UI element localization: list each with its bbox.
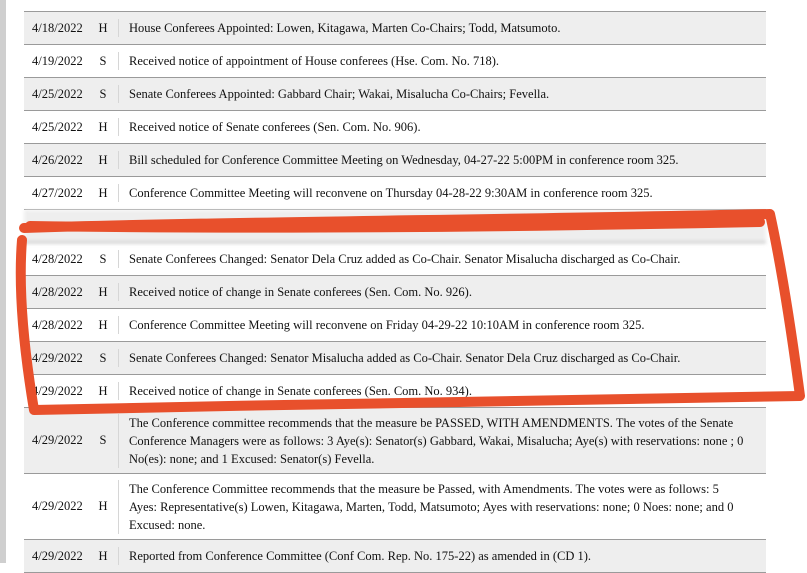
- table-row: [24, 309, 766, 342]
- row-chamber: H: [98, 383, 108, 398]
- row-status: Reported from Conference Committee (Conf Com. Rep. No. 175-22) as amended in (CD 1).: [118, 547, 766, 565]
- row-date: 4/28/2022: [32, 251, 83, 266]
- row-status: Received notice of appointment of House conferees (Hse. Com. No. 718).: [118, 52, 766, 70]
- table-row: [24, 177, 766, 210]
- table-row: [24, 111, 766, 144]
- row-chamber: S: [99, 251, 107, 266]
- row-status: Received notice of change in Senate conferees (Sen. Com. No. 934).: [118, 382, 766, 400]
- row-date: 4/19/2022: [32, 53, 83, 68]
- table-row: [24, 243, 766, 276]
- row-date: 4/29/2022: [32, 383, 83, 398]
- row-status: The Conference committee recommends that the measure be PASSED, WITH AMENDMENTS. The votes of the Senate Conference Managers were as follows: 3 Aye(s): Senator(s) Gabbard, Wakai, Misalucha; Aye(s) with reservations: none ; 0 No(es): none; and 1 Excused: Senator(s) Fevella.: [118, 414, 766, 468]
- row-status: Senate Conferees Changed: Senator Misalucha added as Co-Chair. Senator Dela Cruz discharged as Co-Chair.: [118, 349, 766, 367]
- row-status: Bill scheduled for Conference Committee Meeting on Wednesday, 04-27-22 5:00PM in conference room 325.: [118, 151, 766, 169]
- row-date: 4/28/2022: [32, 284, 83, 299]
- row-date: 4/25/2022: [32, 119, 83, 134]
- table-row: [24, 0, 766, 12]
- table-row: [24, 375, 766, 408]
- row-status: Senate Conferees Appointed: Gabbard Chair; Wakai, Misalucha Co-Chairs; Fevella.: [118, 85, 766, 103]
- row-chamber: S: [99, 53, 107, 68]
- row-date: 4/28/2022: [32, 317, 83, 332]
- table-row: [24, 408, 766, 474]
- row-status: Senate Conferees Changed: Senator Dela Cruz added as Co-Chair. Senator Misalucha discharged as Co-Chair.: [118, 250, 766, 268]
- table-row: [24, 342, 766, 375]
- table-row: [24, 540, 766, 573]
- table-row: [24, 474, 766, 540]
- row-date: 4/27/2022: [32, 185, 83, 200]
- row-date: 4/18/2022: [32, 20, 83, 35]
- row-chamber: H: [98, 152, 108, 167]
- row-chamber: H: [98, 284, 108, 299]
- table-row: [24, 144, 766, 177]
- row-chamber: S: [99, 433, 107, 447]
- table-row: [24, 276, 766, 309]
- row-chamber: H: [98, 499, 108, 513]
- row-chamber: H: [98, 317, 108, 332]
- row-chamber: H: [98, 548, 108, 563]
- bill-status-table: [24, 0, 766, 573]
- row-date: 4/25/2022: [32, 86, 83, 101]
- row-status: The Conference Committee recommends that the measure be Passed, with Amendments. The votes were as follows: 5 Ayes: Representative(s) Lowen, Kitagawa, Marten, Todd, Matsumoto; Ayes with reservations: none; 0 Noes: none; and 0 Excused: none.: [118, 480, 766, 534]
- row-chamber: H: [98, 185, 108, 200]
- row-status: Received notice of Senate conferees (Sen. Com. No. 906).: [118, 118, 766, 136]
- left-margin-strip: [0, 0, 6, 563]
- table-row: [24, 78, 766, 111]
- row-status: Received notice of change in Senate conferees (Sen. Com. No. 926).: [118, 283, 766, 301]
- row-chamber: S: [99, 350, 107, 365]
- row-status: Conference Committee Meeting will reconvene on Friday 04-29-22 10:10AM in conference room 325.: [118, 316, 766, 334]
- row-date: 4/29/2022: [32, 499, 83, 513]
- table-row: [24, 45, 766, 78]
- row-date: 4/29/2022: [32, 548, 83, 563]
- table-row-obscured: [24, 210, 766, 243]
- row-chamber: S: [99, 86, 107, 101]
- row-status: Conference Committee Meeting will reconvene on Thursday 04-28-22 9:30AM in conference room 325.: [118, 184, 766, 202]
- row-date: 4/29/2022: [32, 433, 83, 447]
- table-row: [24, 12, 766, 45]
- row-chamber: H: [98, 20, 108, 35]
- row-date: 4/26/2022: [32, 152, 83, 167]
- row-date: 4/29/2022: [32, 350, 83, 365]
- row-chamber: H: [98, 119, 108, 134]
- row-status: House Conferees Appointed: Lowen, Kitagawa, Marten Co-Chairs; Todd, Matsumoto.: [118, 19, 766, 37]
